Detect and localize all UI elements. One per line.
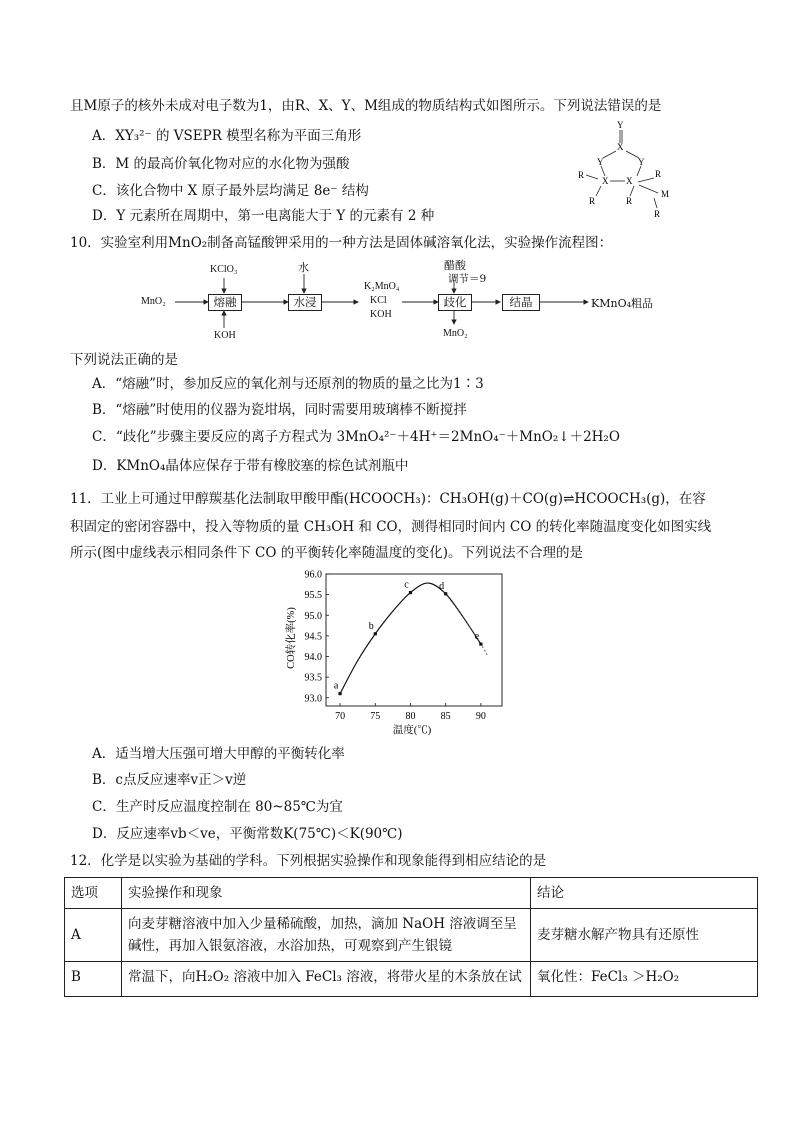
row-conclusion: 麦芽糖水解产物具有还原性 [531, 909, 758, 962]
flow-byproduct: MnO₂ [443, 328, 468, 339]
option-letter: B． [92, 156, 116, 172]
flow-kclo3: KClO₃ [210, 264, 238, 275]
q9-option-d [92, 206, 434, 226]
header-operation: 实验操作和现象 [122, 878, 531, 909]
option-text: “熔融”时，参加反应的氧化剂与还原剂的物质的量之比为1∶3 [115, 376, 484, 392]
y-tick-label: 93.0 [304, 693, 322, 705]
flow-water: 水 [298, 261, 309, 274]
q11-stem-line3: 所示(图中虚线表示相同条件下 CO 的平衡转化率随温度的变化)。下列说法不合理的是 [70, 545, 584, 561]
data-point-label: a [333, 680, 339, 692]
option-text: Y 元素所在周期中，第一电离能大于 Y 的元素有 2 种 [116, 208, 435, 224]
atom-label: R [589, 196, 596, 206]
option-letter: D． [92, 826, 117, 842]
q11-option-c [92, 797, 343, 817]
q9-option-a [92, 126, 361, 146]
y-tick-label: 96.0 [304, 569, 322, 581]
x-tick-label: 70 [335, 711, 346, 722]
q10-option-d [92, 456, 408, 476]
q10-stem: 10．实验室利用MnO₂制备高锰酸钾采用的一种方法是固体碱溶氧化法，实验操作流程图： [70, 235, 613, 251]
row-operation [122, 909, 531, 962]
q10-flowchart [130, 258, 690, 348]
chart-x-axis-label: 温度(℃) [392, 725, 432, 736]
atom-label: Y [597, 157, 604, 167]
q11-option-a [92, 744, 345, 764]
data-point [409, 591, 412, 594]
y-tick-label: 95.0 [304, 610, 322, 622]
data-point-label: e [474, 631, 480, 643]
structure-formula [570, 118, 690, 228]
q9-option-c [92, 181, 369, 201]
q9-option-b [92, 154, 350, 174]
y-tick-label: 94.0 [304, 652, 322, 663]
option-text: 适当增大压强可增大甲醇的平衡转化率 [115, 746, 345, 762]
row-option: B [65, 962, 122, 997]
header-conclusion: 结论 [531, 878, 758, 909]
q11-stem-line2: 积固定的密闭容器中，投入等物质的量 CH₃OH 和 CO，测得相同时间内 CO 的转化率随温度变化如图实线 [70, 519, 712, 535]
row-operation [122, 962, 531, 997]
flow-step-disproportionation: 歧化 [438, 294, 472, 311]
chart-points [334, 580, 483, 696]
atom-label: Y [617, 120, 624, 130]
q11-option-b [92, 770, 246, 790]
co-conversion-chart [280, 566, 520, 738]
option-letter: A． [92, 376, 116, 392]
data-point-label: c [404, 579, 409, 591]
option-letter: D． [92, 458, 117, 474]
option-letter: B． [92, 772, 116, 788]
data-point [338, 692, 341, 695]
equilibrium-dashed-line [446, 594, 488, 657]
row-conclusion: 氧化性：FeCl₃ ＞H₂O₂ [531, 962, 758, 997]
table-row [65, 909, 758, 962]
data-point [374, 632, 377, 635]
flow-step-leach: 水浸 [288, 294, 322, 311]
option-text: c点反应速率v正＞v逆 [115, 772, 247, 788]
q12-stem: 12．化学是以实验为基础的学科。下列根据实验操作和现象能得到相应结论的是 [70, 853, 547, 869]
x-tick-label: 75 [370, 711, 381, 722]
atom-label: R [578, 170, 585, 180]
q10-option-b [92, 400, 467, 420]
option-text: “熔融”时使用的仪器为瓷坩埚，同时需要用玻璃棒不断搅拌 [115, 402, 467, 418]
atom-label: M [661, 189, 670, 199]
option-letter: D． [92, 208, 117, 224]
q10-lead: 下列说法正确的是 [70, 352, 178, 368]
header-option: 选项 [65, 878, 122, 909]
option-letter: B． [92, 402, 116, 418]
x-tick-label: 85 [440, 711, 451, 722]
atom-label: R [655, 169, 662, 179]
x-tick-label: 80 [405, 711, 416, 722]
chart-ticks [305, 570, 486, 723]
option-text: XY₃²⁻ 的 VSEPR 模型名称为平面三角形 [115, 128, 362, 144]
flow-adjust: 调节＝9 [448, 273, 487, 285]
operation-line: 向麦芽糖溶液中加入少量稀硫酸，加热，滴加 NaOH 溶液调至呈 [128, 916, 517, 932]
data-point [479, 643, 482, 646]
operation-line: 常温下，向H₂O₂ 溶液中加入 FeCl₃ 溶液，将带火星的木条放在试 [128, 969, 522, 985]
flow-mid-k2mno4: K₂MnO₄ [364, 281, 400, 292]
operation-line: 碱性，再加入银氨溶液，水浴加热，可观察到产生银镜 [128, 938, 452, 954]
flow-mid-kcl: KCl [370, 295, 387, 306]
option-text: “歧化”步骤主要反应的离子方程式为 3MnO₄²⁻＋4H⁺＝2MnO₄⁻＋MnO₂↓＋2H₂O [115, 429, 620, 445]
option-letter: C． [92, 183, 116, 199]
q11-option-d [92, 824, 403, 844]
flow-acid: 醋酸 [444, 259, 466, 272]
data-point-label: d [439, 580, 445, 592]
y-tick-label: 93.5 [304, 672, 322, 684]
y-tick-label: 95.5 [304, 590, 322, 602]
row-option: A [65, 909, 122, 962]
y-tick-label: 94.5 [304, 631, 322, 643]
data-point [444, 592, 447, 595]
chart-y-axis-label: CO转化率(%) [286, 607, 297, 669]
q11-stem-line1: 11．工业上可通过甲醇羰基化法制取甲酸甲酯(HCOOCH₃)：CH₃OH(g)＋CO(g)⇌HCOOCH₃(g)，在容 [70, 491, 706, 507]
option-text: 反应速率vb＜ve，平衡常数K(75℃)＜K(90℃) [116, 826, 403, 842]
option-text: M 的最高价氧化物对应的水化物为强酸 [115, 156, 350, 172]
experiment-table [64, 877, 758, 997]
option-text: KMnO₄晶体应保存于带有橡胶塞的棕色试剂瓶中 [116, 458, 409, 474]
atom-label: X [617, 142, 624, 152]
atom-label: R [654, 209, 661, 219]
data-point-label: b [368, 620, 374, 632]
atom-label: Y [638, 157, 645, 167]
option-letter: A． [92, 128, 116, 144]
atom-label: R [626, 196, 633, 206]
x-tick-label: 90 [475, 711, 486, 722]
atom-label: X [602, 176, 609, 186]
q10-option-a [92, 374, 484, 394]
option-text: 生产时反应温度控制在 80~85℃为宜 [115, 799, 343, 815]
option-letter: A． [92, 746, 116, 762]
flow-product: KMnO₄粗品 [591, 297, 653, 310]
table-header-row [65, 878, 758, 909]
flow-start: MnO₂ [141, 296, 166, 307]
co-conversion-solid-line [340, 580, 481, 694]
q9-stem: 且M原子的核外未成对电子数为1，由R、X、Y、M组成的物质结构式如图所示。下列说法错误的是 [70, 98, 662, 114]
option-letter: C． [92, 799, 116, 815]
flow-mid-koh: KOH [370, 309, 392, 320]
option-text: 该化合物中 X 原子最外层均满足 8e⁻ 结构 [115, 183, 369, 199]
flow-koh-in: KOH [214, 330, 236, 341]
table-row [65, 962, 758, 997]
q10-option-c [92, 427, 620, 447]
atom-label: X [626, 176, 633, 186]
flow-step-crystallize: 结晶 [502, 294, 540, 311]
flow-step-melt: 熔融 [208, 294, 242, 311]
option-letter: C． [92, 429, 116, 445]
